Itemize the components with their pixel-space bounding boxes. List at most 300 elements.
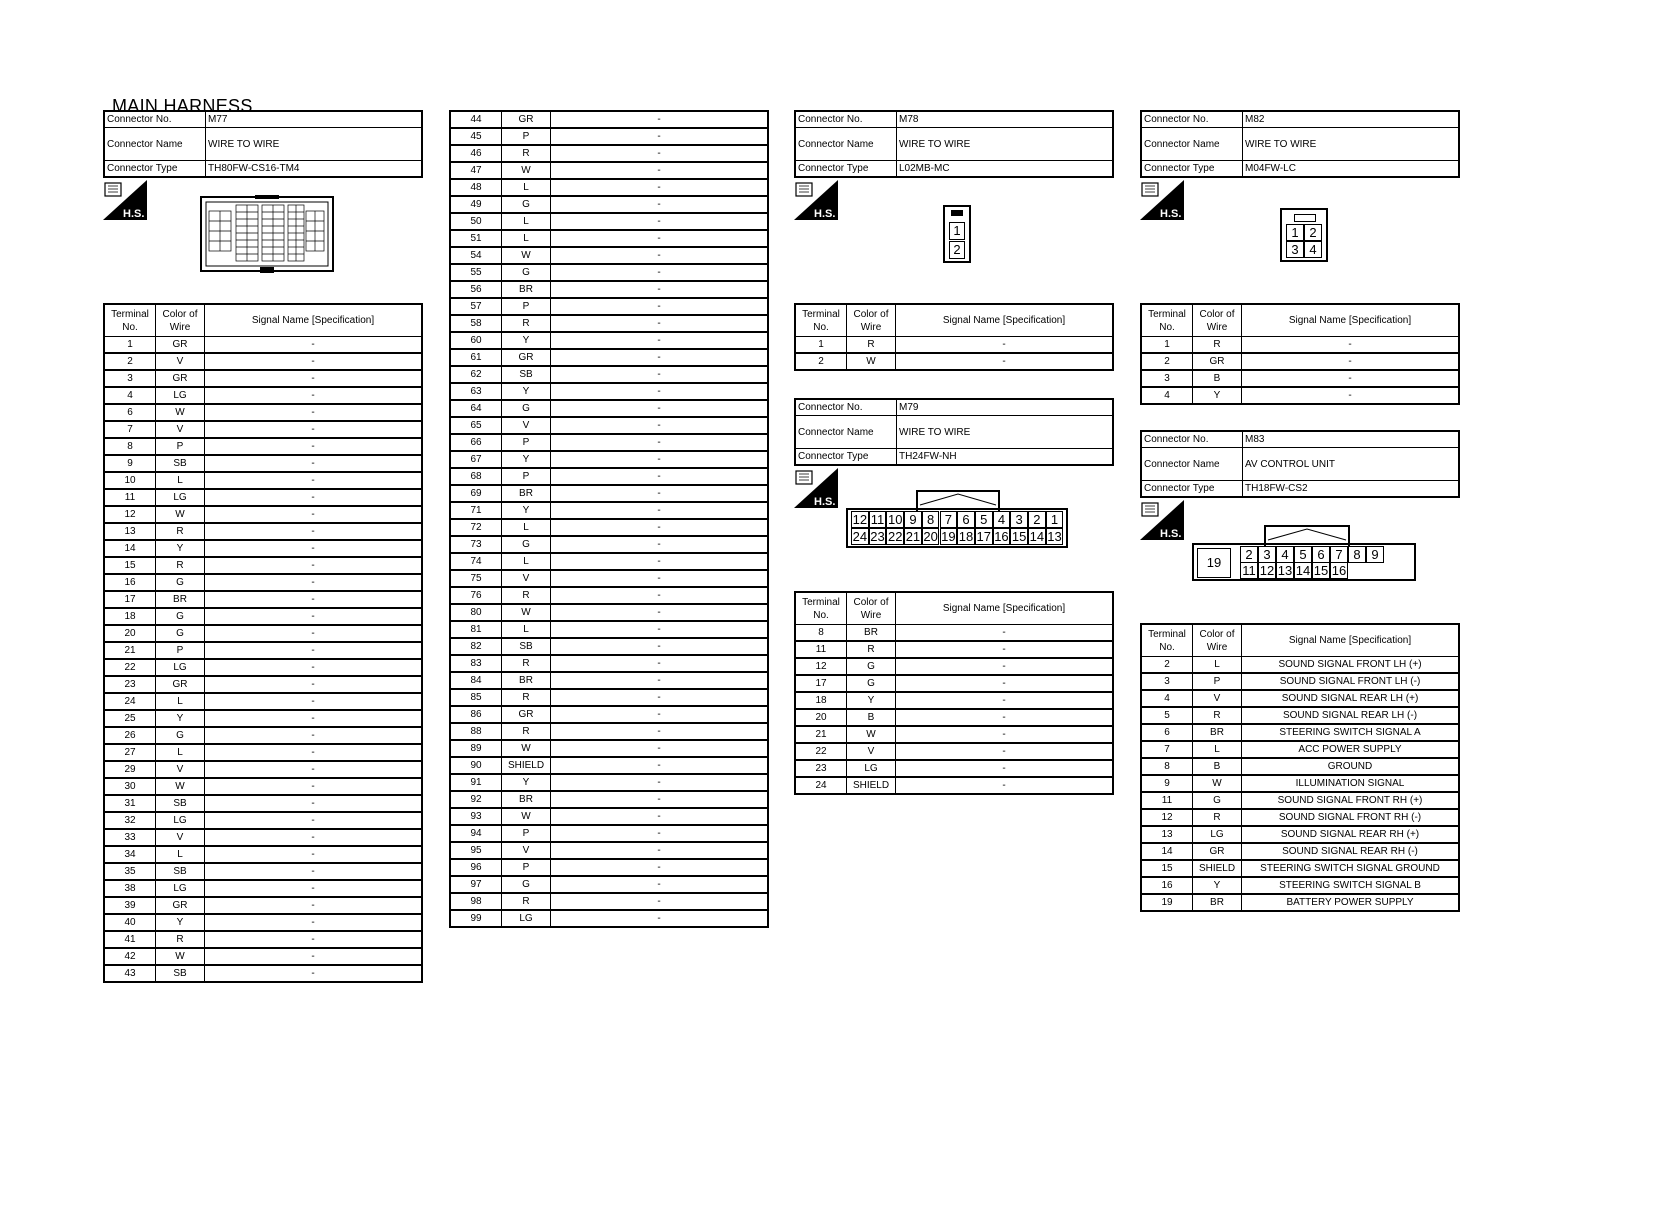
terminal-no: 18 [795,692,847,709]
pin-row [104,404,422,421]
terminal-no: 19 [1141,894,1193,911]
signal-name: - [551,451,769,468]
connector-no-value: M77 [206,111,423,128]
terminal-no: 60 [450,332,502,349]
signal-name: - [1242,387,1460,404]
signal-name: - [896,641,1114,658]
signal-name: ACC POWER SUPPLY [1242,741,1460,758]
signal-name: - [205,370,423,387]
wire-color: R [1193,337,1242,354]
signal-name: ILLUMINATION SIGNAL [1242,775,1460,792]
terminal-no: 2 [1141,353,1193,370]
signal-name: SOUND SIGNAL REAR RH (-) [1242,843,1460,860]
signal-name: - [205,591,423,608]
face-pin: 16 [994,529,1009,544]
signal-name: - [1242,353,1460,370]
face-pin: 4 [1304,241,1322,258]
signal-name: - [205,880,423,897]
terminal-no: 67 [450,451,502,468]
signal-name: - [551,825,769,842]
terminal-no: 9 [1141,775,1193,792]
wire-color: R [156,931,205,948]
terminal-no: 3 [1141,673,1193,690]
signal-name: GROUND [1242,758,1460,775]
signal-name: - [205,727,423,744]
pin-row [450,774,768,791]
terminal-no: 6 [104,404,156,421]
face-pin: 8 [922,511,940,528]
face-pin: 6 [957,511,975,528]
pin-row [1141,353,1459,370]
wire-color: V [156,761,205,778]
signal-name: - [551,519,769,536]
terminal-no: 16 [104,574,156,591]
face-pin: 17 [976,529,991,544]
terminal-no: 74 [450,553,502,570]
face-pin: 5 [1294,546,1312,563]
connector-m77-info [103,110,423,178]
wire-color: V [502,842,551,859]
signal-name: - [896,760,1114,777]
signal-name: - [205,472,423,489]
connector-m83-pin-table [1140,623,1460,912]
terminal-no-header: Terminal No. [104,304,156,337]
pin-row [450,706,768,723]
wire-color: V [502,570,551,587]
wire-color: Y [502,332,551,349]
terminal-no: 12 [1141,809,1193,826]
connector-name-label: Connector Name [104,128,206,161]
terminal-no: 29 [104,761,156,778]
signal-name: - [205,914,423,931]
signal-name-header: Signal Name [Specification] [205,304,423,337]
wire-color: P [156,438,205,455]
face-pin: 3 [1258,546,1276,563]
connector-name-label: Connector Name [1141,448,1243,481]
pin-row [450,519,768,536]
terminal-no: 5 [1141,707,1193,724]
pin-row [450,655,768,672]
pin-row [450,298,768,315]
terminal-no: 13 [1141,826,1193,843]
wire-color: GR [502,349,551,366]
signal-name: - [551,791,769,808]
wire-color: P [502,825,551,842]
wire-color: G [847,658,896,675]
signal-name: - [551,400,769,417]
pin-row [1141,894,1459,911]
signal-name: SOUND SIGNAL FRONT LH (+) [1242,657,1460,674]
signal-name: - [1242,337,1460,354]
wire-color: GR [502,706,551,723]
pin-row [450,502,768,519]
signal-name: - [205,710,423,727]
wire-color: W [502,247,551,264]
face-pin: 2 [1240,546,1258,563]
pin-row [104,812,422,829]
signal-name: - [205,421,423,438]
face-pin: 2 [1304,224,1322,241]
wire-color: W [156,404,205,421]
face-pin: 12 [852,512,868,527]
pin-row [450,876,768,893]
pin-row [104,591,422,608]
terminal-no: 97 [450,876,502,893]
pin-row [450,383,768,400]
signal-name: - [551,315,769,332]
wire-color: GR [1193,843,1242,860]
wire-color: L [1193,741,1242,758]
terminal-no: 16 [1141,877,1193,894]
face-pin: 6 [1312,546,1330,563]
pin-row [104,608,422,625]
face-pin: 4 [993,511,1011,528]
terminal-no: 73 [450,536,502,553]
wire-color: BR [156,591,205,608]
terminal-no: 10 [104,472,156,489]
terminal-no: 11 [104,489,156,506]
wire-color: W [847,353,896,370]
signal-name: - [551,383,769,400]
connector-m83-info [1140,430,1460,498]
signal-name: - [551,417,769,434]
color-of-wire-header: Color of Wire [1193,624,1242,657]
wire-color: G [156,574,205,591]
terminal-no: 89 [450,740,502,757]
wire-color: V [156,421,205,438]
signal-name-header: Signal Name [Specification] [1242,304,1460,337]
wire-color: P [502,298,551,315]
terminal-no: 56 [450,281,502,298]
pin-row [104,761,422,778]
pin-row [450,910,768,927]
pin-row [450,247,768,264]
wire-color: SB [156,455,205,472]
terminal-no: 63 [450,383,502,400]
pin-row [795,709,1113,726]
connector-type-label: Connector Type [104,161,206,178]
connector-no-value: M79 [897,399,1114,416]
pin-row [104,642,422,659]
harness-side-icon [794,468,838,508]
wire-color: L [1193,657,1242,674]
connector-m78-face-diagram [943,205,971,263]
terminal-no: 98 [450,893,502,910]
connector-name-label: Connector Name [795,416,897,449]
face-pin: 3 [1286,241,1304,258]
signal-name: - [205,438,423,455]
signal-name: - [551,842,769,859]
signal-name: - [551,587,769,604]
wire-color: B [1193,758,1242,775]
signal-name: SOUND SIGNAL FRONT RH (-) [1242,809,1460,826]
pin-row [450,723,768,740]
harness-side-icon [1140,180,1184,220]
terminal-no: 2 [1141,657,1193,674]
pin-row [104,370,422,387]
pin-row [795,625,1113,642]
wire-color: G [156,727,205,744]
face-pin: 19 [941,529,956,544]
terminal-no: 72 [450,519,502,536]
connector-name-label: Connector Name [795,128,897,161]
terminal-no: 68 [450,468,502,485]
signal-name: SOUND SIGNAL REAR LH (+) [1242,690,1460,707]
connector-no-label: Connector No. [1141,111,1243,128]
terminal-no: 11 [795,641,847,658]
terminal-no: 84 [450,672,502,689]
pin-row [104,387,422,404]
signal-name: - [205,846,423,863]
terminal-no: 31 [104,795,156,812]
wire-color: G [847,675,896,692]
face-pin: 19 [1197,548,1231,578]
wire-color: W [156,948,205,965]
pin-row [450,468,768,485]
signal-name: STEERING SWITCH SIGNAL B [1242,877,1460,894]
wire-color: GR [502,111,551,128]
signal-name: - [551,774,769,791]
pin-row [450,808,768,825]
signal-name: - [205,574,423,591]
pin-row [450,230,768,247]
wire-color: L [502,553,551,570]
hs-badge-text: H.S. [1160,208,1182,220]
pin-row [450,145,768,162]
terminal-no: 8 [795,625,847,642]
terminal-no: 66 [450,434,502,451]
signal-name: - [551,672,769,689]
terminal-no: 40 [104,914,156,931]
wire-color: BR [502,791,551,808]
terminal-no: 50 [450,213,502,230]
wire-color: BR [502,672,551,689]
wire-color: V [1193,690,1242,707]
pin-row [104,846,422,863]
wire-color: L [156,846,205,863]
connector-name-label: Connector Name [1141,128,1243,161]
wire-color: V [847,743,896,760]
face-pin: 1 [1286,224,1304,241]
pin-row [795,692,1113,709]
signal-name: - [896,709,1114,726]
face-pin: 23 [870,529,885,544]
pin-row [450,111,768,128]
signal-name: - [205,778,423,795]
terminal-no-header: Terminal No. [1141,624,1193,657]
pin-row [104,829,422,846]
terminal-no: 8 [104,438,156,455]
signal-name: - [205,337,423,354]
terminal-no: 85 [450,689,502,706]
pin-row [104,693,422,710]
pin-row [1141,860,1459,877]
pin-row [795,353,1113,370]
wire-color: Y [847,692,896,709]
terminal-no: 34 [104,846,156,863]
signal-name: - [205,506,423,523]
face-pin: 22 [888,529,903,544]
signal-name: - [205,965,423,982]
connector-type-value: TH18FW-CS2 [1243,481,1460,498]
hs-badge-text: H.S. [123,208,145,220]
wire-color: Y [1193,877,1242,894]
terminal-no: 35 [104,863,156,880]
pin-row [1141,707,1459,724]
signal-name: - [551,808,769,825]
pin-row [795,743,1113,760]
connector-name-value: WIRE TO WIRE [206,128,423,161]
wire-color: P [502,859,551,876]
pin-row [1141,809,1459,826]
face-pin: 13 [1047,529,1062,544]
terminal-no: 18 [104,608,156,625]
terminal-no: 62 [450,366,502,383]
face-pin: 7 [940,511,958,528]
wire-color: L [502,179,551,196]
connector-m77-face-diagram [200,195,336,275]
signal-name: - [896,692,1114,709]
signal-name: - [205,608,423,625]
signal-name: - [551,553,769,570]
signal-name: BATTERY POWER SUPPLY [1242,894,1460,911]
signal-name: STEERING SWITCH SIGNAL A [1242,724,1460,741]
connector-no-label: Connector No. [795,399,897,416]
face-pin: 21 [905,529,921,544]
connector-m82-face-diagram [1280,208,1328,262]
terminal-no-header: Terminal No. [795,304,847,337]
wire-color: Y [502,451,551,468]
terminal-no: 24 [795,777,847,794]
terminal-no: 21 [795,726,847,743]
face-pin: 18 [958,529,974,544]
pin-row [450,417,768,434]
terminal-no: 76 [450,587,502,604]
terminal-no: 32 [104,812,156,829]
terminal-no: 54 [450,247,502,264]
connector-m79-info [794,398,1114,466]
terminal-no: 96 [450,859,502,876]
terminal-no: 30 [104,778,156,795]
terminal-no: 80 [450,604,502,621]
pin-row [450,842,768,859]
signal-name: - [551,706,769,723]
wire-color: G [502,400,551,417]
terminal-no: 71 [450,502,502,519]
wire-color: LG [502,910,551,927]
pin-row [450,434,768,451]
color-of-wire-header: Color of Wire [1193,304,1242,337]
face-pin: 11 [869,511,887,528]
pin-row [104,438,422,455]
pin-row [1141,724,1459,741]
terminal-no: 21 [104,642,156,659]
pin-row [450,740,768,757]
connector-type-value: TH24FW-NH [897,449,1114,466]
terminal-no: 1 [104,337,156,354]
pin-row [450,128,768,145]
pin-row [1141,673,1459,690]
terminal-no: 27 [104,744,156,761]
signal-name: - [551,196,769,213]
signal-name: - [205,676,423,693]
pin-row [104,659,422,676]
signal-name: - [205,897,423,914]
connector-m82-info [1140,110,1460,178]
signal-name: - [205,863,423,880]
pin-row [104,863,422,880]
pin-row [450,179,768,196]
wire-color: LG [156,880,205,897]
signal-name: - [896,777,1114,794]
signal-name: - [205,455,423,472]
signal-name: - [896,337,1114,354]
pin-row [104,540,422,557]
terminal-no: 95 [450,842,502,859]
terminal-no: 88 [450,723,502,740]
wire-color: R [502,689,551,706]
page-title: MAIN HARNESS [112,96,253,116]
pin-row [104,489,422,506]
pin-row [104,625,422,642]
connector-type-label: Connector Type [795,161,897,178]
wire-color: BR [1193,894,1242,911]
signal-name: - [551,332,769,349]
color-of-wire-header: Color of Wire [847,304,896,337]
connector-m79-face-diagram [846,490,1068,550]
terminal-no: 81 [450,621,502,638]
pin-row [1141,775,1459,792]
pin-row [450,366,768,383]
pin-row [450,553,768,570]
face-pin: 9 [1366,546,1384,563]
wire-color: SB [156,863,205,880]
terminal-no: 20 [795,709,847,726]
pin-row [104,931,422,948]
terminal-no: 8 [1141,758,1193,775]
face-pin: 10 [888,512,903,527]
terminal-no: 26 [104,727,156,744]
signal-name: - [551,281,769,298]
signal-name: - [551,111,769,128]
wire-color: L [156,744,205,761]
pin-row [104,914,422,931]
pin-row [104,523,422,540]
signal-name: - [896,658,1114,675]
face-pin: 9 [904,511,922,528]
connector-name-value: WIRE TO WIRE [897,416,1114,449]
face-pin: 1 [1046,511,1064,528]
wire-color: SB [502,638,551,655]
wire-color: R [156,523,205,540]
pin-row [450,638,768,655]
wire-color: Y [156,914,205,931]
signal-name: - [896,353,1114,370]
connector-no-label: Connector No. [1141,431,1243,448]
face-pin: 4 [1276,546,1294,563]
wire-color: BR [502,281,551,298]
wire-color: GR [156,897,205,914]
wire-color: Y [502,502,551,519]
wire-color: BR [502,485,551,502]
signal-name: - [205,812,423,829]
signal-name: - [551,298,769,315]
wire-color: GR [156,337,205,354]
face-pin: 16 [1331,563,1347,578]
terminal-no: 25 [104,710,156,727]
signal-name: - [551,145,769,162]
pin-row [104,965,422,982]
